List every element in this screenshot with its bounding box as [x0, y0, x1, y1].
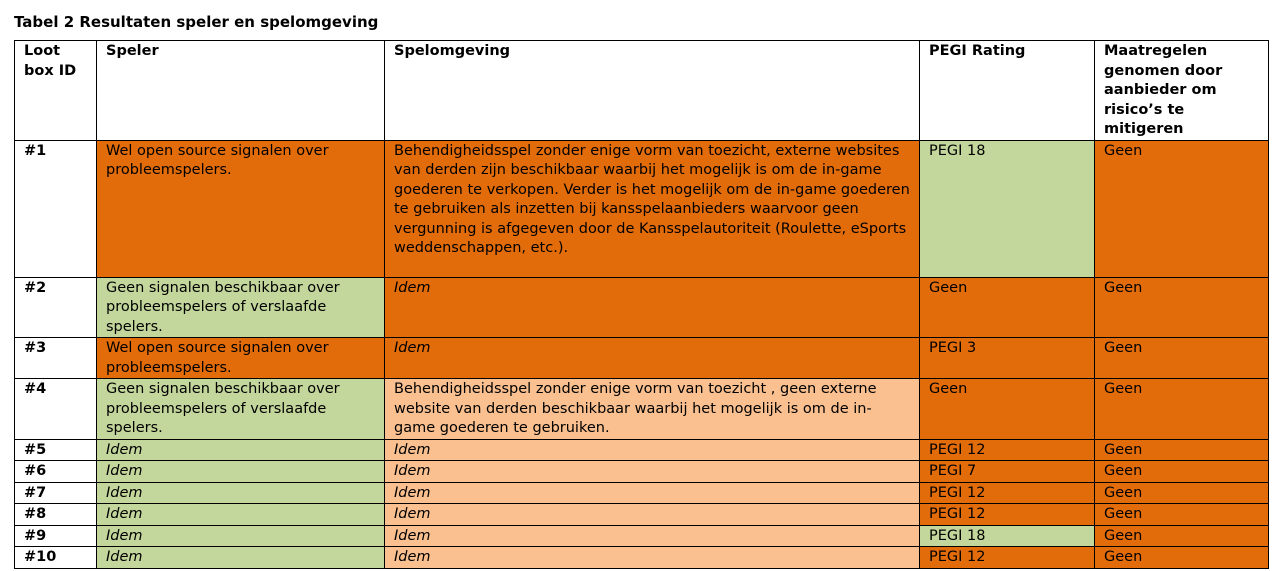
pegi-cell: PEGI 12: [920, 439, 1095, 461]
spelomgeving-cell: Idem: [385, 504, 920, 526]
speler-cell: Wel open source signalen over probleemspelers.: [97, 140, 385, 277]
table-row: [15, 140, 1269, 277]
maatregelen-cell: Geen: [1095, 482, 1269, 504]
pegi-cell: PEGI 18: [920, 525, 1095, 547]
row-id: #3: [15, 338, 97, 379]
pegi-cell: PEGI 3: [920, 338, 1095, 379]
header-maatregelen: Maatregelen genomen door aanbieder om risico’s te mitigeren: [1095, 41, 1269, 141]
speler-cell: Idem: [97, 482, 385, 504]
pegi-cell: PEGI 7: [920, 461, 1095, 483]
pegi-cell: PEGI 12: [920, 482, 1095, 504]
header-loot-box-id: Loot box ID: [15, 41, 97, 141]
table-row: [15, 504, 1269, 526]
pegi-cell: PEGI 18: [920, 140, 1095, 277]
header-speler: Speler: [97, 41, 385, 141]
table-row: [15, 277, 1269, 338]
row-id: #4: [15, 379, 97, 440]
speler-cell: Idem: [97, 547, 385, 569]
maatregelen-cell: Geen: [1095, 504, 1269, 526]
spelomgeving-cell: Behendigheidsspel zonder enige vorm van toezicht, externe websites van derden zijn beschikbaar waarbij het mogelijk is om de in-game goederen te verkopen. Verder is het mogelijk om de in-game goederen te gebruiken als inzetten bij kansspelaanbieders waarvoor geen vergunning is afgegeven door de Kansspelautoriteit (Roulette, eSports weddenschappen, etc.).: [385, 140, 920, 277]
spelomgeving-cell: Idem: [385, 338, 920, 379]
table-row: [15, 525, 1269, 547]
spelomgeving-cell: Idem: [385, 547, 920, 569]
maatregelen-cell: Geen: [1095, 379, 1269, 440]
row-id: #6: [15, 461, 97, 483]
table-row: [15, 439, 1269, 461]
table-row: [15, 547, 1269, 569]
header-spelomgeving: Spelomgeving: [385, 41, 920, 141]
maatregelen-cell: Geen: [1095, 525, 1269, 547]
maatregelen-cell: Geen: [1095, 439, 1269, 461]
table-row: [15, 461, 1269, 483]
row-id: #1: [15, 140, 97, 277]
spelomgeving-cell: Idem: [385, 525, 920, 547]
table-row: [15, 338, 1269, 379]
maatregelen-cell: Geen: [1095, 547, 1269, 569]
speler-cell: Geen signalen beschikbaar over probleemspelers of verslaafde spelers.: [97, 277, 385, 338]
maatregelen-cell: Geen: [1095, 140, 1269, 277]
header-row: [15, 41, 1269, 141]
speler-cell: Idem: [97, 504, 385, 526]
header-pegi-rating: PEGI Rating: [920, 41, 1095, 141]
row-id: #8: [15, 504, 97, 526]
speler-cell: Idem: [97, 461, 385, 483]
table-row: [15, 482, 1269, 504]
speler-cell: Idem: [97, 525, 385, 547]
pegi-cell: PEGI 12: [920, 547, 1095, 569]
spelomgeving-cell: Idem: [385, 461, 920, 483]
row-id: #5: [15, 439, 97, 461]
spelomgeving-cell: Idem: [385, 482, 920, 504]
table-caption: Tabel 2 Resultaten speler en spelomgeving: [14, 13, 379, 31]
spelomgeving-cell: Idem: [385, 277, 920, 338]
spelomgeving-cell: Behendigheidsspel zonder enige vorm van toezicht , geen externe website van derden beschikbaar waarbij het mogelijk is om de in-game goederen te gebruiken.: [385, 379, 920, 440]
pegi-cell: PEGI 12: [920, 504, 1095, 526]
row-id: #7: [15, 482, 97, 504]
pegi-cell: Geen: [920, 379, 1095, 440]
row-id: #2: [15, 277, 97, 338]
speler-cell: Wel open source signalen over probleemspelers.: [97, 338, 385, 379]
maatregelen-cell: Geen: [1095, 338, 1269, 379]
speler-cell: Geen signalen beschikbaar over probleemspelers of verslaafde spelers.: [97, 379, 385, 440]
row-id: #9: [15, 525, 97, 547]
row-id: #10: [15, 547, 97, 569]
speler-cell: Idem: [97, 439, 385, 461]
maatregelen-cell: Geen: [1095, 461, 1269, 483]
maatregelen-cell: Geen: [1095, 277, 1269, 338]
pegi-cell: Geen: [920, 277, 1095, 338]
table-row: [15, 379, 1269, 440]
spelomgeving-cell: Idem: [385, 439, 920, 461]
results-table: [14, 40, 1269, 569]
